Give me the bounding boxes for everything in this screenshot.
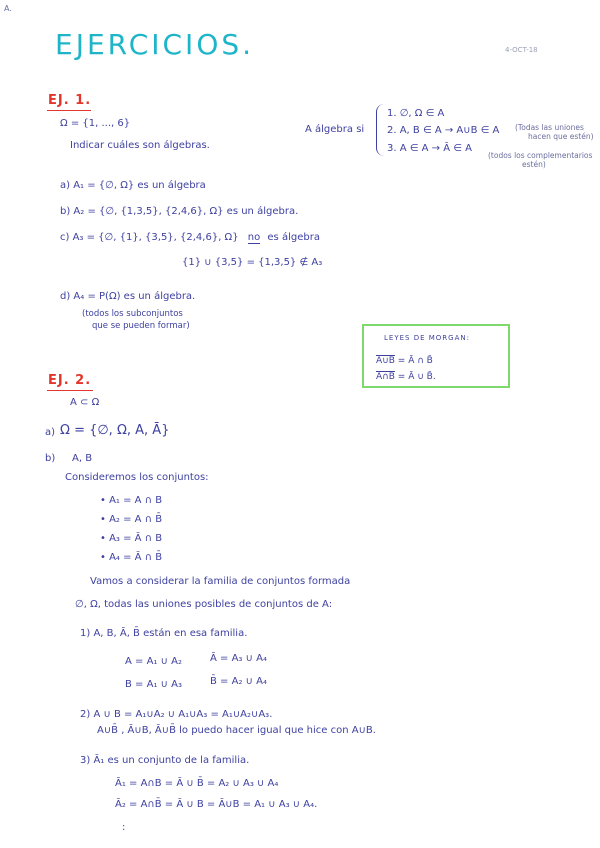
ej2-set-4: A₄ = Ā ∩ B̄ <box>109 552 163 563</box>
ej2-point-1-right-1: Ā = A₃ ∪ A₄ <box>210 653 267 664</box>
bullet: • <box>100 533 106 544</box>
ej2-point-3-line-1: Ā₁ = A∩B = Ā ∪ B̄ = A₂ ∪ A₃ ∪ A₄ <box>115 778 279 789</box>
ej2-familia-2: ∅, Ω, todas las uniones posibles de conjuntos de A: <box>75 599 333 610</box>
ej2-given: A ⊂ Ω <box>70 397 100 408</box>
ej1-c-reason: {1} ∪ {3,5} = {1,3,5} ∉ A₃ <box>182 257 323 268</box>
morgan-laws-box <box>362 324 510 388</box>
morgan-row2-rhs: = Ā ∪ B̄. <box>397 372 436 382</box>
ej2-set-1: A₁ = A ∩ B <box>109 495 163 506</box>
page-title: EJERCICIOS. <box>55 28 255 61</box>
ej1-heading: EJ. 1. <box>48 93 92 108</box>
ej2-set-3: A₃ = Ā ∩ B <box>109 533 163 544</box>
algebra-cond-1: 1. ∅, Ω ∈ A <box>387 108 445 119</box>
condition-brace <box>376 104 385 156</box>
ej2-b-label: b) <box>45 453 56 464</box>
ej2-heading-underline <box>47 390 93 391</box>
bullet: • <box>100 495 106 506</box>
ej2-point-3: 3) Ā₁ es un conjunto de la familia. <box>80 755 250 766</box>
algebra-cond-3: 3. A ∈ A → Ā ∈ A <box>387 143 472 154</box>
ej2-b-text: A, B <box>72 453 93 464</box>
ej2-consider: Consideremos los conjuntos: <box>65 472 209 483</box>
ej1-a: a) A₁ = {∅, Ω} es un álgebra <box>60 180 206 191</box>
ej2-point-1-left-2: B = A₁ ∪ A₃ <box>125 679 182 690</box>
ej2-familia: Vamos a considerar la familia de conjuntos formada <box>90 576 351 587</box>
ej2-point-2b: A∪B̄ , Ā∪B, Ā∪B̄ lo puedo hacer igual que hice con A∪B. <box>97 725 376 736</box>
ej1-d: d) A₄ = P(Ω) es un álgebra. <box>60 291 196 302</box>
ej1-indicar: Indicar cuáles son álgebras. <box>70 140 210 151</box>
continuation-dots: : <box>122 822 126 833</box>
algebra-cond-2-note-2: hacen que estén) <box>528 132 594 141</box>
algebra-cond-2: 2. A, B ∈ A → A∪B ∈ A <box>387 125 500 136</box>
ej1-c-no: no <box>247 232 261 243</box>
ej2-a-text: Ω = {∅, Ω, A, Ā} <box>60 423 170 438</box>
bullet: • <box>100 552 106 563</box>
ej2-set-2: A₂ = A ∩ B̄ <box>109 514 163 525</box>
ej1-d-note-1: (todos los subconjuntos <box>82 309 183 319</box>
algebra-cond-3-note-1: (todos los complementarios <box>488 151 593 160</box>
morgan-row2-lhs: A∩B <box>376 372 395 382</box>
ej2-a-label: a) <box>45 427 56 438</box>
ej2-point-1-left-1: A = A₁ ∪ A₂ <box>125 656 182 667</box>
ej2-point-1: 1) A, B, Ā, B̄ están en esa familia. <box>80 628 248 639</box>
corner-mark: A. <box>4 4 12 13</box>
ej1-c-verdict: es álgebra <box>267 232 320 243</box>
ej2-point-1-right-2: B̄ = A₂ ∪ A₄ <box>210 676 267 687</box>
algebra-label: A álgebra si <box>305 124 365 135</box>
algebra-cond-3-note-2: estén) <box>522 160 546 169</box>
ej2-heading: EJ. 2. <box>48 373 92 388</box>
ej1-omega: Ω = {1, ..., 6} <box>60 118 131 129</box>
ej1-heading-underline <box>47 110 91 111</box>
morgan-label: LEYES DE MORGAN: <box>384 334 470 342</box>
ej1-d-note-2: que se pueden formar) <box>92 321 190 331</box>
ej1-c-set: c) A₃ = {∅, {1}, {3,5}, {2,4,6}, Ω} <box>60 232 239 243</box>
date-label: 4-OCT-18 <box>505 46 538 54</box>
morgan-row1-rhs: = Ā ∩ B̄ <box>397 356 433 366</box>
morgan-row1-lhs: A∪B <box>376 356 395 366</box>
algebra-cond-2-note-1: (Todas las uniones <box>515 123 584 132</box>
bullet: • <box>100 514 106 525</box>
ej2-point-3-line-2: Ā₂ = A∩B̄ = Ā ∪ B = Ā∪B = A₁ ∪ A₃ ∪ A₄. <box>115 799 318 810</box>
ej2-point-2: 2) A ∪ B = A₁∪A₂ ∪ A₁∪A₃ = A₁∪A₂∪A₃. <box>80 709 273 720</box>
ej1-b: b) A₂ = {∅, {1,3,5}, {2,4,6}, Ω} es un álgebra. <box>60 206 299 217</box>
